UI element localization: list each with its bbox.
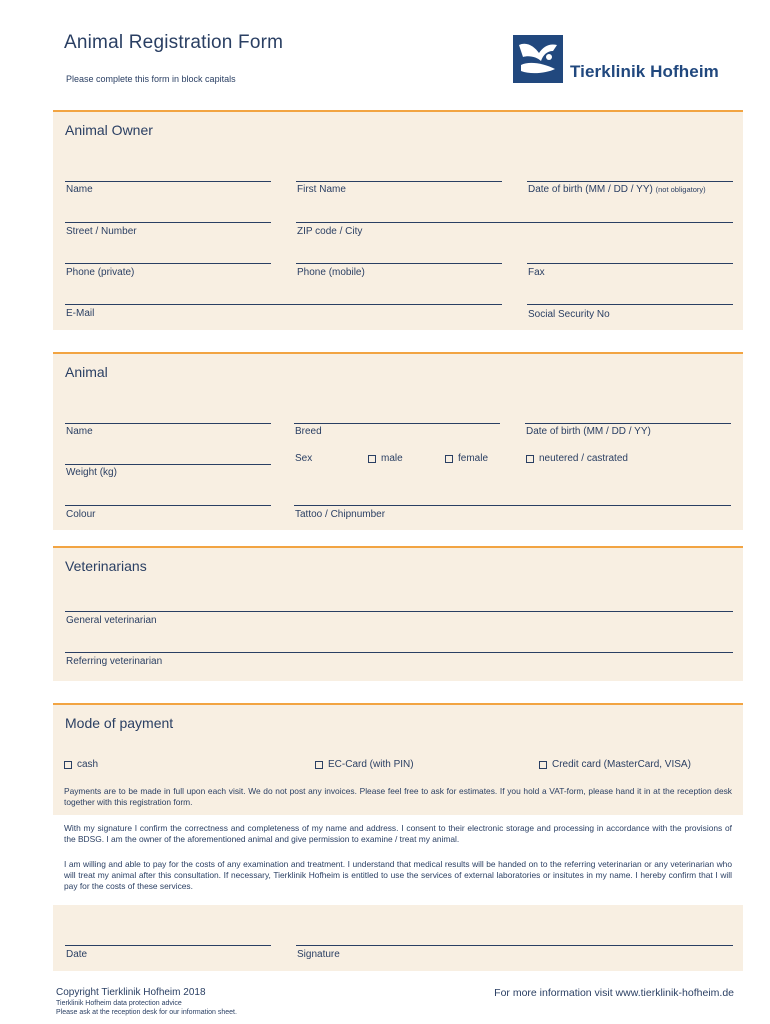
cash-checkbox[interactable] <box>64 761 72 769</box>
animal-name-field[interactable] <box>65 423 271 424</box>
male-checkbox[interactable] <box>368 455 376 463</box>
owner-email-field[interactable] <box>65 304 502 305</box>
signature-label: Signature <box>297 949 340 960</box>
signature-field[interactable] <box>296 945 733 946</box>
owner-section <box>53 110 743 330</box>
cash-label: cash <box>77 759 99 770</box>
female-label: female <box>458 453 489 464</box>
owner-section-title: Animal Owner <box>65 122 153 138</box>
copyright-text: Copyright Tierklinik Hofheim 2018 <box>56 987 206 998</box>
owner-dob-field[interactable] <box>527 181 733 182</box>
owner-phone-mobile-field[interactable] <box>296 263 502 264</box>
female-checkbox[interactable] <box>445 455 453 463</box>
credit-card-checkbox[interactable] <box>539 761 547 769</box>
consent-text: With my signature I confirm the correctness and completeness of my name and address. I consent to their electronic storage and processing in accordance with the provisions of the BDSG. I am the owner of the aforementioned animal and give permission to examine / treat my animal. <box>64 823 732 844</box>
owner-zip-label: ZIP code / City <box>297 226 363 237</box>
owner-name-field[interactable] <box>65 181 271 182</box>
owner-fax-label: Fax <box>528 267 545 278</box>
clinic-logo-text: Tierklinik Hofheim <box>570 62 719 81</box>
date-field[interactable] <box>65 945 271 946</box>
owner-ssn-label: Social Security No <box>528 309 610 320</box>
animal-breed-label: Breed <box>295 426 322 437</box>
animal-breed-field[interactable] <box>294 423 500 424</box>
vets-section <box>53 546 743 681</box>
vets-section-title: Veterinarians <box>65 558 147 574</box>
male-label: male <box>381 453 403 464</box>
animal-tattoo-label: Tattoo / Chipnumber <box>295 509 386 520</box>
info-sheet-text: Please ask at the reception desk for our information sheet. <box>56 1009 237 1016</box>
neutered-label: neutered / castrated <box>539 453 628 464</box>
owner-zip-field[interactable] <box>296 222 733 223</box>
general-vet-field[interactable] <box>65 611 733 612</box>
data-protection-text: Tierklinik Hofheim data protection advice <box>56 1000 182 1007</box>
website-link[interactable]: For more information visit www.tierklinik-hofheim.de <box>494 987 734 999</box>
owner-street-label: Street / Number <box>66 226 137 237</box>
owner-name-label: Name <box>66 184 93 195</box>
animal-tattoo-field[interactable] <box>294 505 731 506</box>
owner-first-name-field[interactable] <box>296 181 502 182</box>
owner-ssn-field[interactable] <box>527 304 733 305</box>
animal-colour-label: Colour <box>66 509 96 520</box>
ec-card-checkbox[interactable] <box>315 761 323 769</box>
animal-weight-field[interactable] <box>65 464 271 465</box>
owner-dob-label: Date of birth (MM / DD / YY) (not obligatory) <box>528 184 706 195</box>
owner-fax-field[interactable] <box>527 263 733 264</box>
animal-weight-label: Weight (kg) <box>66 467 117 478</box>
referring-vet-label: Referring veterinarian <box>66 656 163 667</box>
payment-section-title: Mode of payment <box>65 715 174 731</box>
animal-sex-label: Sex <box>295 453 313 464</box>
general-vet-label: General veterinarian <box>66 615 157 626</box>
owner-email-label: E-Mail <box>66 308 95 319</box>
owner-phone-private-label: Phone (private) <box>66 267 135 278</box>
form-title: Animal Registration Form <box>64 32 284 53</box>
owner-phone-private-field[interactable] <box>65 263 271 264</box>
signature-section <box>53 905 743 971</box>
referring-vet-field[interactable] <box>65 652 733 653</box>
date-label: Date <box>66 949 88 960</box>
ec-card-label: EC-Card (with PIN) <box>328 759 414 770</box>
payment-obligation-text: I am willing and able to pay for the costs of any examination and treatment. I understand that medical results will be handed on to the referring veterinarian or any veterinarian who will treat my animal after this consultation. If necessary, Tierklinik Hofheim is entitled to use the services of external laboratories or insitutes in my name. I hereby confirm that I will pay for the costs of these services. <box>64 859 732 891</box>
owner-phone-mobile-label: Phone (mobile) <box>297 267 365 278</box>
animal-section-title: Animal <box>65 364 108 380</box>
animal-name-label: Name <box>66 426 93 437</box>
form-subtitle: Please complete this form in block capitals <box>66 74 236 84</box>
clinic-logo-icon <box>513 35 563 83</box>
credit-card-label: Credit card (MasterCard, VISA) <box>552 759 691 770</box>
animal-dob-label: Date of birth (MM / DD / YY) <box>526 426 651 437</box>
payment-info-text: Payments are to be made in full upon each visit. We do not post any invoices. Please feel free to ask for estimates. If you hold a VAT-form, please hand it in at the reception desk together with this registration form. <box>64 786 732 807</box>
animal-dob-field[interactable] <box>525 423 731 424</box>
neutered-checkbox[interactable] <box>526 455 534 463</box>
owner-street-field[interactable] <box>65 222 271 223</box>
animal-section <box>53 352 743 530</box>
owner-first-name-label: First Name <box>297 184 346 195</box>
animal-colour-field[interactable] <box>65 505 271 506</box>
